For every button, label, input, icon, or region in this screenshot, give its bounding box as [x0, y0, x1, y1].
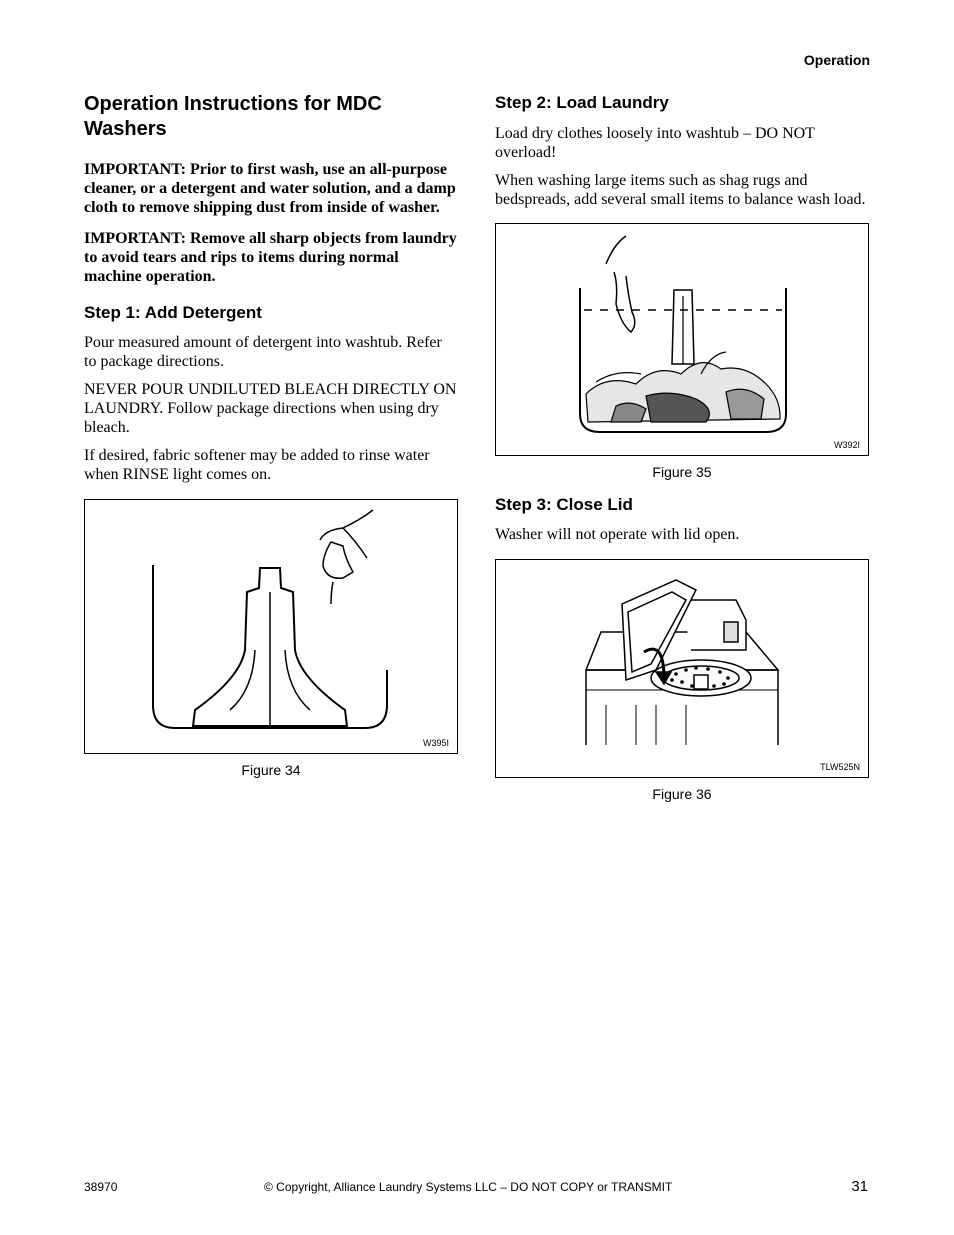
figure-35-caption: Figure 35 — [652, 464, 712, 480]
step1-heading: Step 1: Add Detergent — [84, 303, 262, 322]
copyright-notice: © Copyright, Alliance Laundry Systems LLC – DO NOT COPY or TRANSMIT — [264, 1180, 673, 1194]
figure-36-code: TLW525N — [820, 762, 860, 772]
close-lid-illustration — [496, 560, 868, 777]
page-title: Operation Instructions for MDC Washers — [84, 93, 382, 140]
step2-paragraph-1: Load dry clothes loosely into washtub – DO NOT overload! — [495, 125, 815, 161]
left-column — [84, 92, 458, 778]
figure-35 — [495, 223, 869, 456]
step1-paragraph-2: NEVER POUR UNDILUTED BLEACH DIRECTLY ON LAUNDRY. Follow package directions when using dry bleach. — [84, 381, 457, 436]
detergent-pour-illustration — [85, 500, 457, 753]
running-header: Operation — [803, 52, 870, 68]
document-number: 38970 — [84, 1180, 118, 1194]
figure-34-code: W395I — [422, 738, 449, 748]
figure-34 — [84, 499, 458, 754]
step2-heading: Step 2: Load Laundry — [495, 93, 669, 112]
figure-36 — [495, 559, 869, 778]
figure-36-caption: Figure 36 — [652, 786, 712, 802]
figure-35-code: W392I — [833, 440, 860, 450]
step2-paragraph-2: When washing large items such as shag rugs and bedspreads, add several small items to balance wash load. — [495, 172, 866, 208]
page-number: 31 — [851, 1178, 868, 1195]
important-note-sharp-objects: IMPORTANT: Remove all sharp objects from laundry to avoid tears and rips to items during normal machine operation. — [84, 230, 457, 285]
figure-34-caption: Figure 34 — [241, 762, 301, 778]
right-column — [495, 92, 869, 802]
step3-paragraph-1: Washer will not operate with lid open. — [495, 526, 740, 543]
step1-paragraph-3: If desired, fabric softener may be added to rinse water when RINSE light comes on. — [84, 447, 430, 483]
load-laundry-illustration — [496, 224, 868, 455]
step1-paragraph-1: Pour measured amount of detergent into washtub. Refer to package directions. — [84, 334, 442, 370]
step3-heading: Step 3: Close Lid — [495, 495, 633, 514]
important-note-cleaning: IMPORTANT: Prior to first wash, use an all-purpose cleaner, or a detergent and water solution, and a damp cloth to remove shipping dust from inside of washer. — [84, 161, 456, 216]
